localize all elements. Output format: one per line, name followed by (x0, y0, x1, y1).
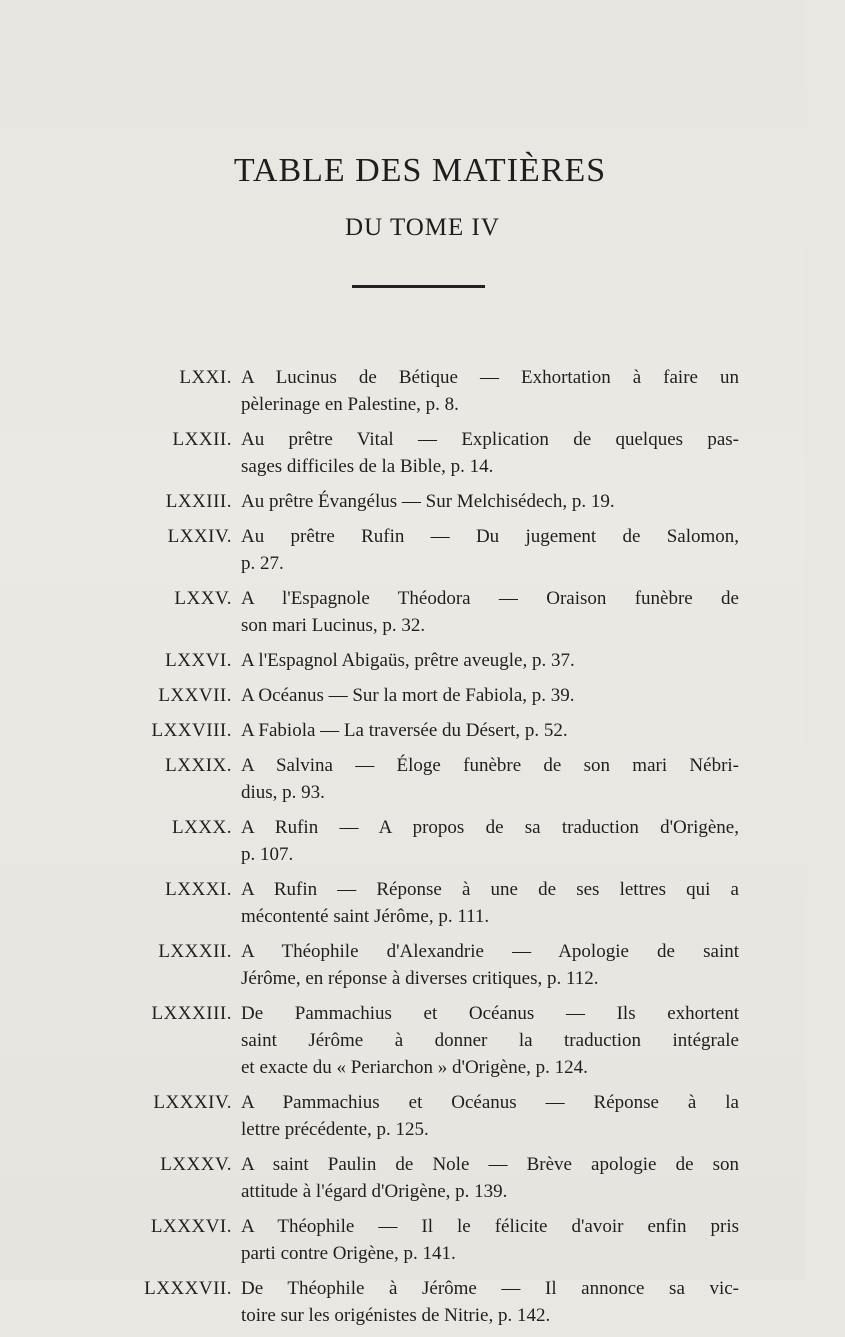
toc-entry-number: LXXXVI. (150, 1216, 232, 1237)
toc-entry-line: A Théophile — Il le félicite d'avoir enfin pris (241, 1216, 739, 1237)
toc-entry-text (241, 1275, 739, 1329)
toc-entry-number: LXXIII. (165, 491, 232, 512)
title-divider (352, 285, 485, 288)
toc-entry-number: LXXI. (179, 367, 232, 388)
toc-entry-line: A l'Espagnol Abigaüs, prêtre aveugle, p. 37. (241, 650, 575, 671)
toc-entry (0, 523, 805, 577)
toc-entry-line: A saint Paulin de Nole — Brève apologie de son (241, 1154, 739, 1175)
toc-entry-line: A Théophile d'Alexandrie — Apologie de saint (241, 941, 739, 962)
toc-entry-line: De Pammachius et Océanus — Ils exhortent (241, 1003, 739, 1024)
toc-entry-line: dius, p. 93. (241, 782, 325, 803)
toc-entry (0, 814, 805, 868)
toc-entry-text (241, 364, 739, 418)
toc-entry-number: LXXXIII. (151, 1003, 232, 1024)
toc-entry-number: LXXV. (174, 588, 232, 609)
toc-entry-line: A l'Espagnole Théodora — Oraison funèbre de (241, 588, 739, 609)
toc-entry (0, 364, 805, 418)
toc-entry-number: LXXIV. (167, 526, 232, 547)
toc-entry-line: De Théophile à Jérôme — Il annonce sa vic- (241, 1278, 739, 1299)
toc-entry (0, 585, 805, 639)
toc-list (0, 364, 805, 1337)
toc-entry-text (241, 585, 739, 639)
toc-entry-text (241, 682, 739, 709)
toc-entry-line: pèlerinage en Palestine, p. 8. (241, 394, 459, 415)
toc-entry-line: A Lucinus de Bétique — Exhortation à faire un (241, 367, 739, 388)
toc-entry-number: LXXXVII. (144, 1278, 232, 1299)
toc-entry-line: Au prêtre Rufin — Du jugement de Salomon, (241, 526, 739, 547)
toc-entry (0, 717, 805, 744)
toc-entry-line: attitude à l'égard d'Origène, p. 139. (241, 1181, 508, 1202)
toc-entry (0, 938, 805, 992)
toc-entry-line: p. 27. (241, 553, 284, 574)
toc-entry-line: Au prêtre Évangélus — Sur Melchisédech, p. 19. (241, 491, 615, 512)
toc-entry-text (241, 814, 739, 868)
toc-entry-text (241, 647, 739, 674)
toc-entry-number: LXXIX. (165, 755, 232, 776)
toc-entry-number: LXXX. (171, 817, 232, 838)
toc-entry (0, 876, 805, 930)
toc-entry-text (241, 426, 739, 480)
page-subtitle: DU TOME IV (345, 214, 500, 241)
toc-entry-text (241, 1089, 739, 1143)
toc-entry-line: p. 107. (241, 844, 294, 865)
toc-entry (0, 647, 805, 674)
toc-entry-line: Au prêtre Vital — Explication de quelques pas- (241, 429, 739, 450)
toc-entry-line: A Salvina — Éloge funèbre de son mari Nébri- (241, 755, 739, 776)
toc-entry-line: saint Jérôme à donner la traduction intégrale (241, 1030, 739, 1051)
toc-entry-line: A Rufin — A propos de sa traduction d'Origène, (241, 817, 739, 838)
toc-entry-number: LXXXII. (158, 941, 232, 962)
toc-entry-line: parti contre Origène, p. 141. (241, 1243, 456, 1264)
toc-entry-text (241, 1151, 739, 1205)
toc-entry-text (241, 1000, 739, 1081)
toc-entry-number: LXXXIV. (153, 1092, 232, 1113)
toc-entry (0, 488, 805, 515)
toc-entry-text (241, 938, 739, 992)
toc-entry-line: A Océanus — Sur la mort de Fabiola, p. 39. (241, 685, 575, 706)
toc-entry (0, 1213, 805, 1267)
toc-entry-number: LXXII. (172, 429, 232, 450)
toc-entry-number: LXXVIII. (151, 720, 232, 741)
toc-entry-line: A Pammachius et Océanus — Réponse à la (241, 1092, 739, 1113)
toc-entry (0, 1000, 805, 1081)
toc-entry-number: LXXVI. (165, 650, 232, 671)
toc-entry (0, 1151, 805, 1205)
toc-entry-line: Jérôme, en réponse à diverses critiques, p. 112. (241, 968, 599, 989)
toc-entry-text (241, 488, 739, 515)
toc-entry-line: son mari Lucinus, p. 32. (241, 615, 426, 636)
toc-entry-line: A Rufin — Réponse à une de ses lettres qui a (241, 879, 739, 900)
toc-entry-text (241, 717, 739, 744)
toc-entry-text (241, 752, 739, 806)
toc-entry-number: LXXXI. (165, 879, 232, 900)
toc-entry (0, 426, 805, 480)
page-title: TABLE DES MATIÈRES (233, 152, 607, 189)
toc-entry-line: sages difficiles de la Bible, p. 14. (241, 456, 494, 477)
toc-entry (0, 1275, 805, 1329)
toc-entry (0, 1089, 805, 1143)
toc-entry-line: mécontenté saint Jérôme, p. 111. (241, 906, 490, 927)
toc-entry-number: LXXXV. (160, 1154, 232, 1175)
toc-entry-text (241, 1213, 739, 1267)
toc-entry-text (241, 876, 739, 930)
toc-entry-text (241, 523, 739, 577)
toc-entry (0, 682, 805, 709)
toc-entry (0, 752, 805, 806)
toc-entry-line: toire sur les origénistes de Nitrie, p. 142. (241, 1305, 551, 1326)
toc-entry-line: et exacte du « Periarchon » d'Origène, p. 124. (241, 1057, 588, 1078)
toc-entry-line: A Fabiola — La traversée du Désert, p. 52. (241, 720, 568, 741)
toc-entry-line: lettre précédente, p. 125. (241, 1119, 429, 1140)
toc-entry-number: LXXVII. (158, 685, 232, 706)
